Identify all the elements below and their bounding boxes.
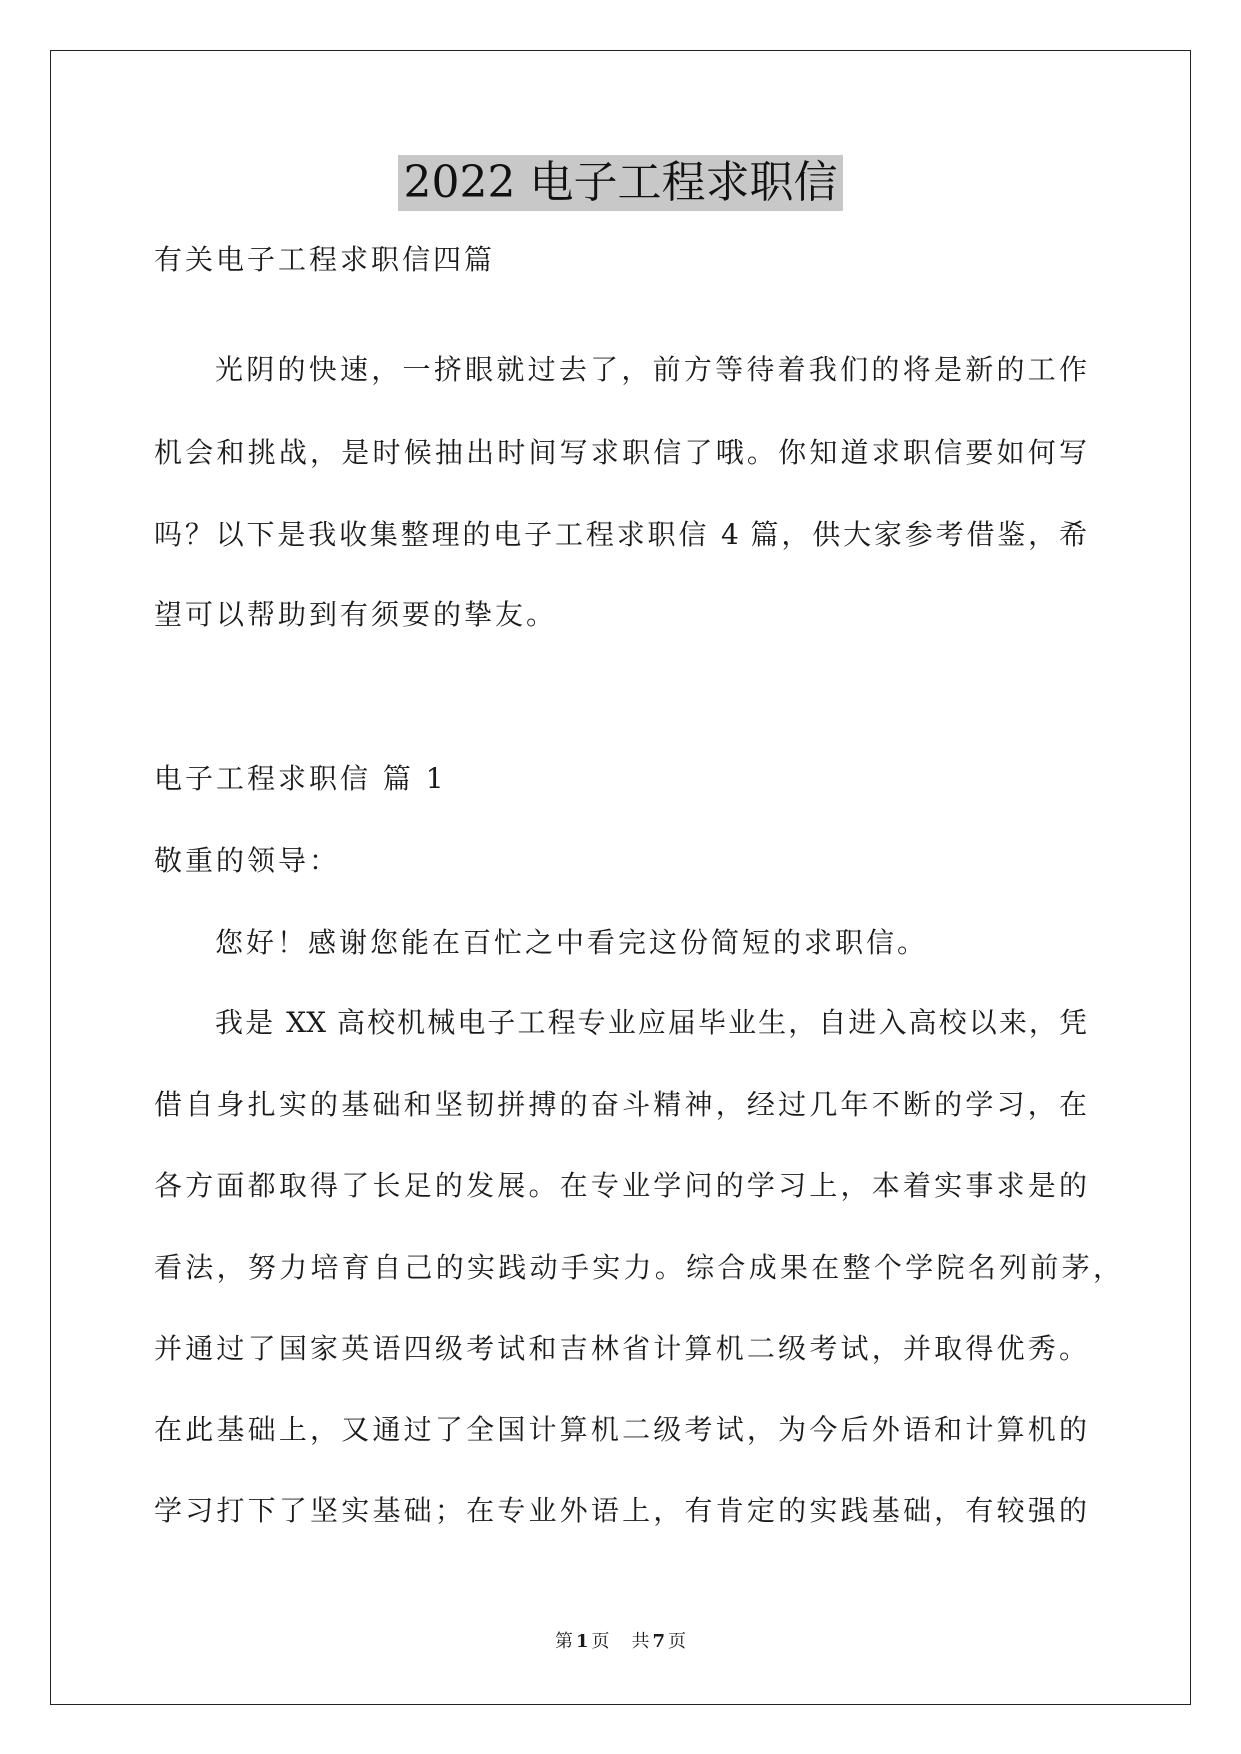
- page-suffix: 页: [591, 1631, 610, 1652]
- body-line: 各方面都取得了长足的发展。在专业学问的学习上，本着实事求是的: [154, 1169, 1087, 1202]
- intro-line: 光阴的快速，一挤眼就过去了，前方等待着我们的将是新的工作: [215, 353, 1087, 386]
- page-prefix: 第: [554, 1631, 573, 1652]
- page-number: 1: [575, 1631, 589, 1652]
- page-footer: [0, 1630, 1241, 1654]
- document-subtitle: 有关电子工程求职信四篇: [154, 243, 496, 276]
- body-line: 并通过了国家英语四级考试和吉林省计算机二级考试，并取得优秀。: [154, 1332, 1087, 1365]
- total-prefix: 共: [631, 1631, 650, 1652]
- intro-line: 吗？以下是我收集整理的电子工程求职信 4 篇，供大家参考借鉴，希: [154, 518, 1087, 551]
- title-container: [0, 155, 1241, 211]
- section-heading: 电子工程求职信 篇 1: [154, 762, 447, 795]
- body-line: 我是 XX 高校机械电子工程专业应届毕业生，自进入高校以来，凭: [215, 1006, 1087, 1039]
- body-line: 学习打下了坚实基础；在专业外语上，有肯定的实践基础，有较强的: [154, 1494, 1087, 1527]
- body-line: 借自身扎实的基础和坚韧拼搏的奋斗精神，经过几年不断的学习，在: [154, 1088, 1087, 1121]
- salutation: 敬重的领导：: [154, 844, 341, 877]
- body-line: 您好！感谢您能在百忙之中看完这份简短的求职信。: [215, 926, 929, 959]
- body-line: 在此基础上，又通过了全国计算机二级考试，为今后外语和计算机的: [154, 1413, 1087, 1446]
- total-suffix: 页: [668, 1631, 687, 1652]
- intro-line: 望可以帮助到有须要的挚友。: [154, 598, 558, 631]
- document-title: 2022 电子工程求职信: [398, 155, 844, 211]
- total-pages: 7: [652, 1631, 666, 1652]
- body-line: 看法，努力培育自己的实践动手实力。综合成果在整个学院名列前茅，: [154, 1251, 1121, 1284]
- intro-line: 机会和挑战，是时候抽出时间写求职信了哦。你知道求职信要如何写: [154, 436, 1087, 469]
